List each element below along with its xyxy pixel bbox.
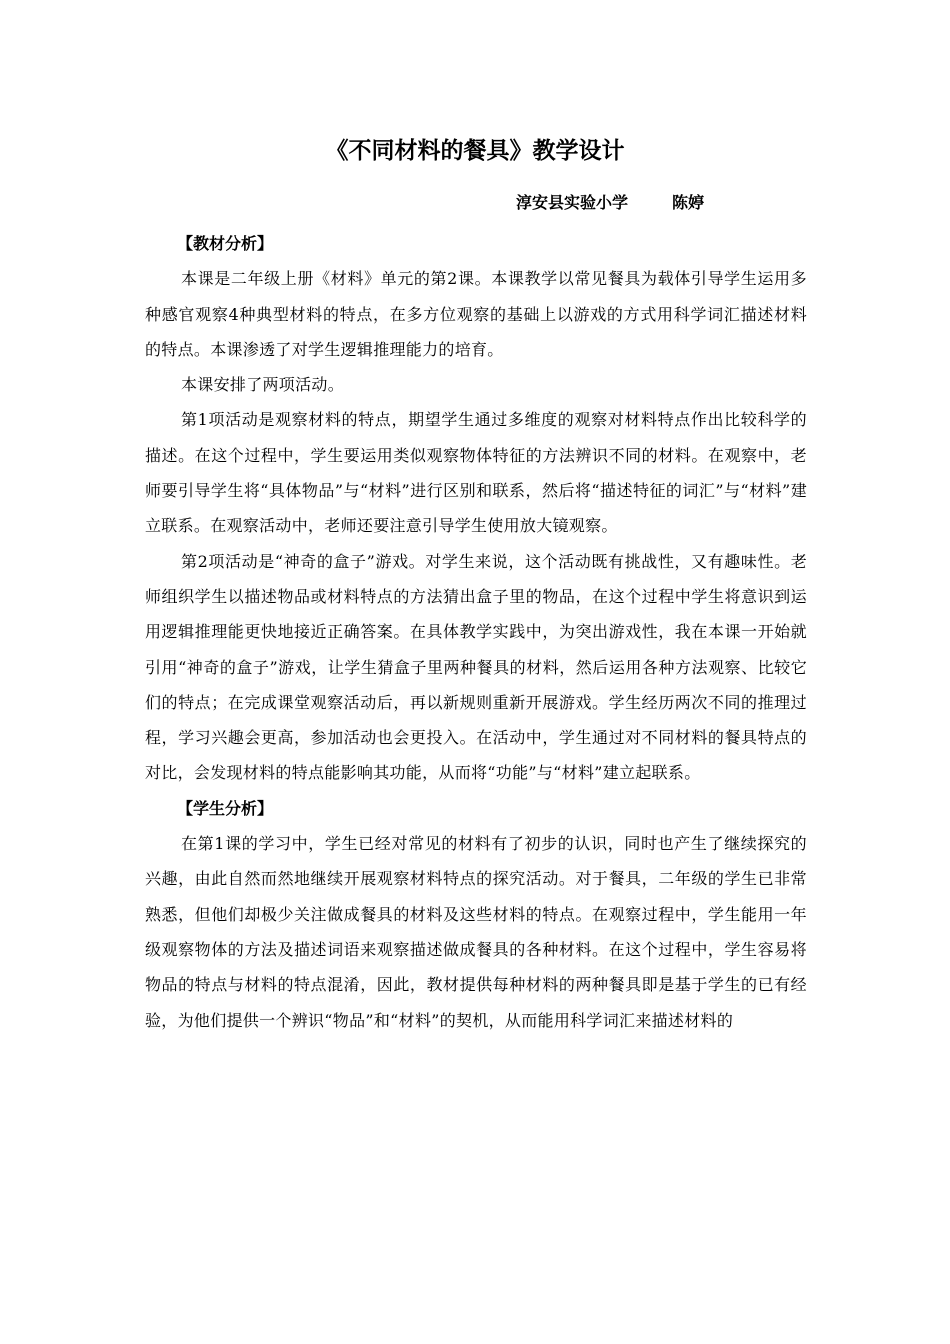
paragraph: 本课是二年级上册《材料》单元的第2课。本课教学以常见餐具为载体引导学生运用多种感官观察4种典型材料的特点，在多方位观察的基础上以游戏的方式用科学词汇描述材料的特点。本课渗透了对学生逻辑推理能力的培育。 <box>145 269 807 359</box>
paragraph: 在第1课的学习中，学生已经对常见的材料有了初步的认识，同时也产生了继续探究的兴趣，由此自然而然地继续开展观察材料特点的探究活动。对于餐具，二年级的学生已非常熟悉，但他们却极少关注做成餐具的材料及这些材料的特点。在观察过程中，学生能用一年级观察物体的方法及描述词语来观察描述做成餐具的各种材料。在这个过程中，学生容易将物品的特点与材料的特点混淆，因此，教材提供每种材料的两种餐具即是基于学生的已有经验，为他们提供一个辨识“物品”和“材料”的契机，从而能用科学词汇来描述材料的 <box>145 834 807 1030</box>
document-body <box>145 226 807 1038</box>
paragraph: 第1项活动是观察材料的特点，期望学生通过多维度的观察对材料特点作出比较科学的描述。在这个过程中，学生要运用类似观察物体特征的方法辨识不同的材料。在观察中，老师要引导学生将“具体物品”与“材料”进行区别和联系，然后将“描述特征的词汇”与“材料”建立联系。在观察活动中，老师还要注意引导学生使用放大镜观察。 <box>145 410 807 536</box>
paragraph: 本课安排了两项活动。 <box>181 375 345 395</box>
author-name: 陈婷 <box>672 193 705 212</box>
document-title: 《不同材料的餐具》教学设计 <box>325 138 625 164</box>
section-heading-student-analysis: 【学生分析】 <box>177 798 274 818</box>
author-line <box>516 191 704 215</box>
school-name: 淳安县实验小学 <box>516 193 629 212</box>
paragraph: 第2项活动是“神奇的盒子”游戏。对学生来说，这个活动既有挑战性，又有趣味性。老师组织学生以描述物品或材料特点的方法猜出盒子里的物品，在这个过程中学生将意识到运用逻辑推理能更快地接近正确答案。在具体教学实践中，为突出游戏性，我在本课一开始就引用“神奇的盒子”游戏，让学生猜盒子里两种餐具的材料，然后运用各种方法观察、比较它们的特点；在完成课堂观察活动后，再以新规则重新开展游戏。学生经历两次不同的推理过程，学习兴趣会更高，参加活动也会更投入。在活动中，学生通过对不同材料的餐具特点的对比，会发现材料的特点能影响其功能，从而将“功能”与“材料”建立起联系。 <box>145 551 807 783</box>
section-heading-material-analysis: 【教材分析】 <box>177 234 274 253</box>
